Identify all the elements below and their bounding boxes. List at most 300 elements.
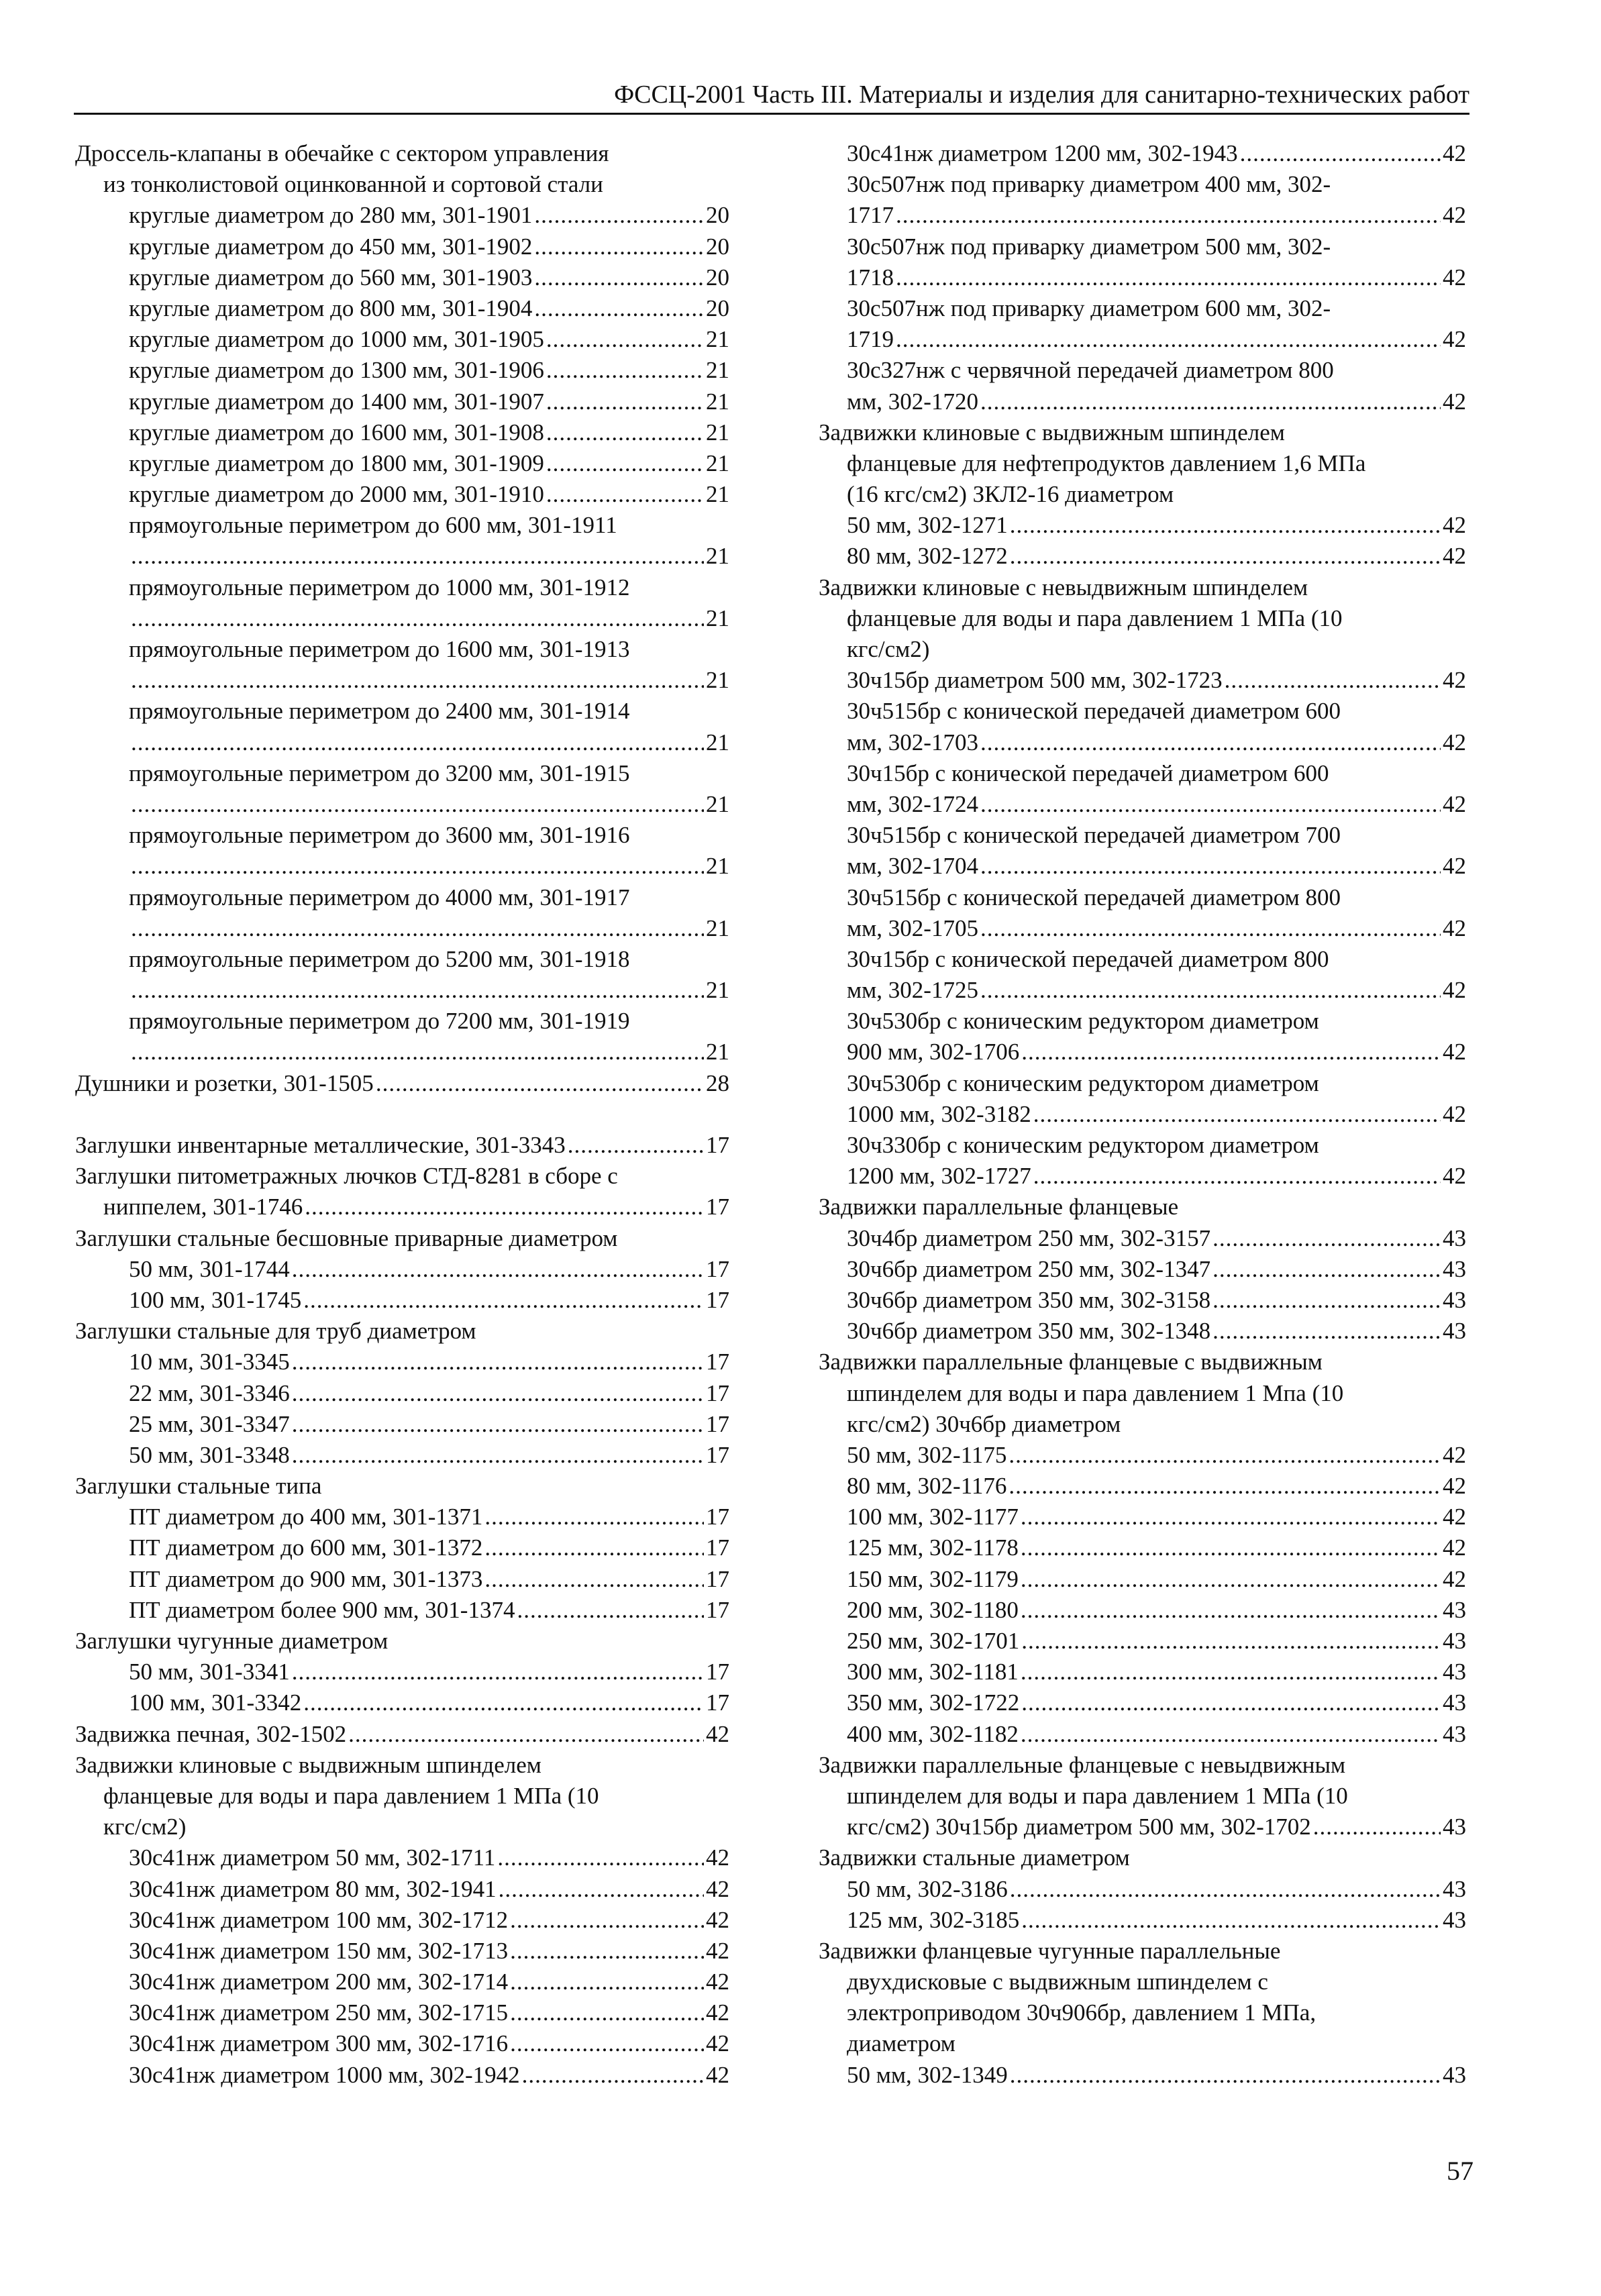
index-entry [75,1874,729,1905]
dot-leader [303,1285,704,1316]
entry-page-number: 43 [1443,1689,1466,1716]
entry-text: 30с41нж диаметром 300 мм, 302-1716 [129,2030,509,2057]
dot-leader [980,975,1441,1006]
entry-text: 30ч6бр диаметром 250 мм, 302-1347 [847,1255,1211,1282]
entry-page-number: 17 [706,1596,729,1623]
entry-page-number: 43 [1443,1659,1466,1685]
entry-page-number: 42 [1443,1163,1466,1190]
entry-text: двухдисковые с выдвижным шпинделем с [847,1969,1268,1995]
entry-page-number: 43 [1443,1318,1466,1345]
index-entry [75,820,729,851]
index-entry [819,1657,1466,1687]
entry-page-number: 42 [706,1906,729,1933]
dot-leader [522,2060,704,2091]
dot-leader [534,262,704,293]
entry-text: 1719 [847,326,894,353]
entry-page-number: 42 [1443,140,1466,166]
entry-text: Задвижки параллельные фланцевые с невыдвижным [819,1751,1346,1778]
index-entry [75,1750,729,1781]
dot-leader [484,1564,704,1595]
entry-text: Задвижки клиновые с выдвижным шпинделем [75,1751,541,1778]
entry-page-number: 42 [706,1937,729,1964]
index-entry [75,1719,729,1750]
index-entry [75,944,729,975]
dot-leader [1021,1502,1441,1532]
entry-text: 30ч530бр с коническим редуктором диаметром [847,1008,1319,1035]
entry-text: Задвижки параллельные фланцевые [819,1194,1179,1220]
dot-leader [1021,1532,1441,1563]
entry-page-number: 21 [706,419,729,446]
dot-leader [1021,1657,1441,1687]
entry-text: 30ч15бр с конической передачей диаметром 600 [847,760,1329,786]
index-entry [819,1626,1466,1657]
dot-leader [546,324,704,355]
entry-page-number: 43 [1443,1814,1466,1840]
dot-leader [131,727,704,758]
index-entry [819,293,1466,324]
entry-text: прямоугольные периметром до 3200 мм, 301-1915 [129,760,630,786]
entry-page-number: 42 [706,1875,729,1902]
entry-page-number: 21 [706,450,729,476]
index-entry [819,789,1466,820]
entry-text: 125 мм, 302-3185 [847,1906,1020,1933]
entry-text: 30с507нж под приварку диаметром 600 мм, 302- [847,295,1331,321]
dot-leader [1225,665,1441,696]
dot-leader [980,851,1441,882]
entry-text: 30с41нж диаметром 150 мм, 302-1713 [129,1937,509,1964]
entry-text: мм, 302-1720 [847,388,978,415]
entry-page-number: 43 [1443,1628,1466,1654]
entry-text: прямоугольные периметром до 3600 мм, 301-1916 [129,822,630,849]
entry-text: Душники и розетки, 301-1505 [75,1069,374,1096]
entry-page-number: 42 [1443,1534,1466,1561]
entry-text: прямоугольные периметром до 1600 мм, 301-1913 [129,636,630,662]
index-entry [75,355,729,386]
index-entry [819,1254,1466,1285]
index-entry [819,1471,1466,1502]
index-entry [819,975,1466,1006]
index-entry [819,386,1466,417]
entry-text: круглые диаметром до 1000 мм, 301-1905 [129,326,544,353]
entry-text: 22 мм, 301-3346 [129,1379,290,1406]
index-entry [819,882,1466,913]
index-entry [75,1006,729,1037]
dot-leader [131,975,704,1006]
index-entry [75,1223,729,1254]
dot-leader [980,913,1441,944]
entry-text: мм, 302-1703 [847,729,978,755]
entry-page-number: 21 [706,357,729,384]
entry-page-number: 42 [1443,729,1466,755]
dot-leader [534,200,704,231]
index-entry [75,851,729,882]
index-entry [819,1874,1466,1905]
index-entry [819,1192,1466,1222]
entry-text: 25 мм, 301-3347 [129,1410,290,1437]
entry-text: кгс/см2) 30ч6бр диаметром [847,1410,1121,1437]
index-entry [819,2028,1466,2059]
entry-page-number: 43 [1443,1720,1466,1747]
dot-leader [131,851,704,882]
entry-text: 50 мм, 302-1271 [847,512,1008,539]
entry-page-number: 17 [706,1132,729,1158]
index-entry [75,1532,729,1563]
index-entry [819,355,1466,386]
entry-page-number: 21 [706,326,729,353]
index-entry [75,696,729,727]
index-entry [819,1316,1466,1347]
index-entry [819,603,1466,634]
entry-text: ниппелем, 301-1746 [103,1194,303,1220]
index-entry [819,1997,1466,2028]
entry-page-number: 42 [706,1999,729,2026]
entry-text: 350 мм, 302-1722 [847,1689,1020,1716]
blank-line [75,1099,729,1130]
entry-text: Заглушки питометражных лючков СТД-8281 в сборе с [75,1163,618,1190]
entry-text: 50 мм, 302-1349 [847,2061,1008,2088]
dot-leader [1240,138,1441,169]
entry-page-number: 17 [706,1286,729,1313]
entry-page-number: 17 [706,1410,729,1437]
entry-text: мм, 302-1704 [847,853,978,880]
dot-leader [1021,1595,1441,1626]
index-entry [75,1192,729,1222]
index-entry [819,1130,1466,1161]
entry-page-number: 42 [1443,977,1466,1004]
entry-text: 1000 мм, 302-3182 [847,1100,1031,1127]
entry-page-number: 17 [706,1441,729,1468]
dot-leader [546,417,704,448]
entry-text: мм, 302-1725 [847,977,978,1004]
index-entry [75,1285,729,1316]
entry-page-number: 17 [706,1255,729,1282]
dot-leader [534,293,704,324]
index-entry [819,1440,1466,1471]
entry-text: круглые диаметром до 450 мм, 301-1902 [129,233,533,260]
index-entry [819,758,1466,789]
dot-leader [1212,1223,1441,1254]
index-entry [75,1595,729,1626]
index-entry [819,169,1466,200]
entry-text: 50 мм, 302-1175 [847,1441,1007,1468]
entry-page-number: 21 [706,388,729,415]
index-entry [75,1254,729,1285]
entry-page-number: 21 [706,915,729,941]
index-entry [819,1842,1466,1873]
index-entry [819,665,1466,696]
entry-page-number: 20 [706,264,729,291]
entry-text: кгс/см2) [103,1814,187,1840]
dot-leader [1010,510,1441,541]
entry-text: 900 мм, 302-1706 [847,1039,1020,1065]
dot-leader [510,2028,704,2059]
index-entry [819,1750,1466,1781]
entry-text: 50 мм, 301-3341 [129,1659,290,1685]
entry-text: кгс/см2) [847,636,930,662]
index-entry [75,882,729,913]
entry-text: электроприводом 30ч906бр, давлением 1 МПа, [847,1999,1316,2026]
dot-leader [1021,1626,1441,1657]
index-entry [75,1130,729,1161]
entry-text: 30с41нж диаметром 250 мм, 302-1715 [129,1999,509,2026]
entry-page-number: 42 [1443,543,1466,570]
entry-text: прямоугольные периметром до 7200 мм, 301-1919 [129,1008,630,1035]
entry-text: 30с41нж диаметром 1200 мм, 302-1943 [847,140,1238,166]
index-entry [75,1409,729,1440]
entry-page-number: 17 [706,1504,729,1530]
dot-leader [1212,1316,1441,1347]
index-entry [819,1347,1466,1377]
entry-page-number: 28 [706,1069,729,1096]
entry-text: 100 мм, 301-3342 [129,1689,302,1716]
entry-page-number: 43 [1443,1596,1466,1623]
entry-page-number: 43 [1443,1255,1466,1282]
entry-page-number: 21 [706,790,729,817]
index-entry [75,1068,729,1099]
dot-leader [546,355,704,386]
entry-page-number: 42 [1443,1473,1466,1500]
index-entry [819,1595,1466,1626]
entry-page-number: 43 [1443,2061,1466,2088]
dot-leader [131,541,704,572]
entry-page-number: 20 [706,202,729,229]
index-entry [75,1842,729,1873]
entry-text: 30с507нж под приварку диаметром 500 мм, 302- [847,233,1331,260]
index-entry [819,1037,1466,1067]
index-entry [75,2028,729,2059]
index-entry [75,975,729,1006]
entry-page-number: 43 [1443,1224,1466,1251]
entry-text: фланцевые для нефтепродуктов давлением 1,6 МПа [847,450,1366,476]
dot-leader [1009,1440,1441,1471]
index-column-right [819,138,1466,2091]
index-entry [819,417,1466,448]
entry-text: ПТ диаметром до 600 мм, 301-1372 [129,1534,483,1561]
index-entry [75,1967,729,1997]
index-entry [819,1161,1466,1192]
index-entry [75,1997,729,2028]
index-entry [75,2060,729,2091]
entry-text: 30с41нж диаметром 100 мм, 302-1712 [129,1906,509,1933]
entry-text: 30с41нж диаметром 200 мм, 302-1714 [129,1969,509,1995]
index-entry [75,758,729,789]
entry-text: 150 мм, 302-1179 [847,1565,1019,1592]
entry-text: круглые диаметром до 1400 мм, 301-1907 [129,388,544,415]
index-entry [819,1378,1466,1409]
index-entry [819,1223,1466,1254]
dot-leader [1212,1254,1441,1285]
index-entry [819,324,1466,355]
dot-leader [1010,541,1441,572]
entry-text: из тонколистовой оцинкованной и сортовой стали [103,171,603,198]
entry-text: 30ч15бр диаметром 500 мм, 302-1723 [847,667,1223,694]
entry-page-number: 42 [1443,202,1466,229]
entry-text: круглые диаметром до 1600 мм, 301-1908 [129,419,544,446]
header-rule [74,113,1469,115]
entry-page-number: 21 [706,1039,729,1065]
index-entry [819,1967,1466,1997]
index-entry [75,1347,729,1377]
entry-text: 200 мм, 302-1180 [847,1596,1019,1623]
entry-text: круглые диаметром до 280 мм, 301-1901 [129,202,533,229]
entry-text: мм, 302-1724 [847,790,978,817]
dot-leader [1009,1471,1441,1502]
entry-text: 10 мм, 301-3345 [129,1349,290,1375]
index-entry [819,727,1466,758]
entry-text: Задвижка печная, 302-1502 [75,1720,347,1747]
entry-text: 30с41нж диаметром 50 мм, 302-1711 [129,1844,496,1871]
index-entry [75,603,729,634]
index-entry [75,510,729,541]
index-entry [819,1812,1466,1842]
index-entry [75,1378,729,1409]
entry-page-number: 42 [706,2061,729,2088]
index-entry [819,1936,1466,1967]
entry-text: круглые диаметром до 1800 мм, 301-1909 [129,450,544,476]
dot-leader [292,1347,704,1377]
entry-text: 30с327нж с червячной передачей диаметром 800 [847,357,1334,384]
dot-leader [510,1936,704,1967]
entry-text: Заглушки стальные бесшовные приварные диаметром [75,1224,618,1251]
entry-text: кгс/см2) 30ч15бр диаметром 500 мм, 302-1702 [847,1814,1311,1840]
entry-text: ПТ диаметром более 900 мм, 301-1374 [129,1596,515,1623]
entry-text: 30ч330бр с коническим редуктором диаметром [847,1132,1319,1158]
dot-leader [303,1687,704,1718]
index-entry [819,820,1466,851]
index-entry [75,789,729,820]
dot-leader [484,1502,704,1532]
entry-page-number: 17 [706,1379,729,1406]
index-entry [819,851,1466,882]
entry-text: 250 мм, 302-1701 [847,1628,1020,1654]
entry-page-number: 43 [1443,1286,1466,1313]
entry-text: ПТ диаметром до 900 мм, 301-1373 [129,1565,483,1592]
index-entry [75,324,729,355]
entry-text: прямоугольные периметром до 5200 мм, 301-1918 [129,945,630,972]
entry-text: Задвижки клиновые с невыдвижным шпинделем [819,574,1308,601]
dot-leader [1021,1905,1441,1936]
dot-leader [510,1967,704,1997]
dot-leader [980,789,1441,820]
index-entry [75,1936,729,1967]
entry-page-number: 42 [1443,1100,1466,1127]
entry-text: 30с41нж диаметром 80 мм, 302-1941 [129,1875,497,1902]
index-entry [819,262,1466,293]
entry-text: 80 мм, 302-1272 [847,543,1008,570]
dot-leader [1021,1564,1441,1595]
index-entry [75,1687,729,1718]
entry-page-number: 21 [706,853,729,880]
entry-text: круглые диаметром до 2000 мм, 301-1910 [129,481,544,508]
index-entry [819,1068,1466,1099]
index-entry [75,1316,729,1347]
index-entry [75,231,729,262]
entry-text: 50 мм, 301-3348 [129,1441,290,1468]
index-entry [819,1687,1466,1718]
index-entry [75,727,729,758]
index-entry [819,1532,1466,1563]
dot-leader [1313,1812,1441,1842]
entry-text: Заглушки стальные типа [75,1473,322,1500]
dot-leader [1010,2060,1441,2091]
dot-leader [348,1719,704,1750]
entry-text: шпинделем для воды и пара давлением 1 Мпа (10 [847,1379,1344,1406]
index-entry [75,1161,729,1192]
entry-text: круглые диаметром до 560 мм, 301-1903 [129,264,533,291]
index-entry [75,1781,729,1812]
entry-text: Задвижки клиновые с выдвижным шпинделем [819,419,1285,446]
dot-leader [292,1409,704,1440]
dot-leader [484,1532,704,1563]
entry-text: 125 мм, 302-1178 [847,1534,1019,1561]
entry-text: 30ч515бр с конической передачей диаметром 800 [847,884,1341,910]
index-entry [75,200,729,231]
dot-leader [980,727,1441,758]
dot-leader [1021,1687,1441,1718]
dot-leader [510,1905,704,1936]
index-entry [75,634,729,665]
entry-text: прямоугольные периметром до 2400 мм, 301-1914 [129,698,630,725]
dot-leader [517,1595,704,1626]
index-entry [819,448,1466,479]
entry-page-number: 17 [706,1689,729,1716]
index-entry [75,1564,729,1595]
dot-leader [546,479,704,510]
index-entry [819,1719,1466,1750]
entry-text: 30ч515бр с конической передачей диаметром 600 [847,698,1341,725]
entry-text: шпинделем для воды и пара давлением 1 МПа (10 [847,1782,1348,1809]
index-entry [75,138,729,169]
index-entry [819,510,1466,541]
index-entry [75,665,729,696]
entry-page-number: 21 [706,543,729,570]
entry-text: фланцевые для воды и пара давлением 1 МПа (10 [103,1782,599,1809]
dot-leader [376,1068,704,1099]
index-entry [819,541,1466,572]
dot-leader [980,386,1441,417]
index-entry [75,541,729,572]
dot-leader [896,324,1441,355]
entry-page-number: 42 [1443,1441,1466,1468]
index-entry [819,1564,1466,1595]
index-entry [819,634,1466,665]
entry-page-number: 42 [1443,1504,1466,1530]
running-header: ФССЦ-2001 Часть III. Материалы и изделия для санитарно-технических работ [614,81,1469,109]
entry-text: прямоугольные периметром до 1000 мм, 301-1912 [129,574,630,601]
index-entry [819,1099,1466,1130]
index-entry [75,1626,729,1657]
dot-leader [131,913,704,944]
index-entry [819,479,1466,510]
entry-page-number: 21 [706,729,729,755]
entry-text: мм, 302-1705 [847,915,978,941]
dot-leader [1021,1037,1441,1067]
dot-leader [1010,1874,1441,1905]
entry-text: 50 мм, 301-1744 [129,1255,290,1282]
index-entry [75,913,729,944]
dot-leader [896,262,1441,293]
index-entry [75,169,729,200]
entry-text: Заглушки стальные для труб диаметром [75,1318,476,1345]
dot-leader [499,1874,704,1905]
index-entry [819,1502,1466,1532]
entry-text: 30ч15бр с конической передачей диаметром 800 [847,945,1329,972]
entry-page-number: 17 [706,1194,729,1220]
entry-text: 30ч530бр с коническим редуктором диаметром [847,1069,1319,1096]
index-entry [75,1905,729,1936]
index-entry [819,138,1466,169]
dot-leader [568,1130,704,1161]
